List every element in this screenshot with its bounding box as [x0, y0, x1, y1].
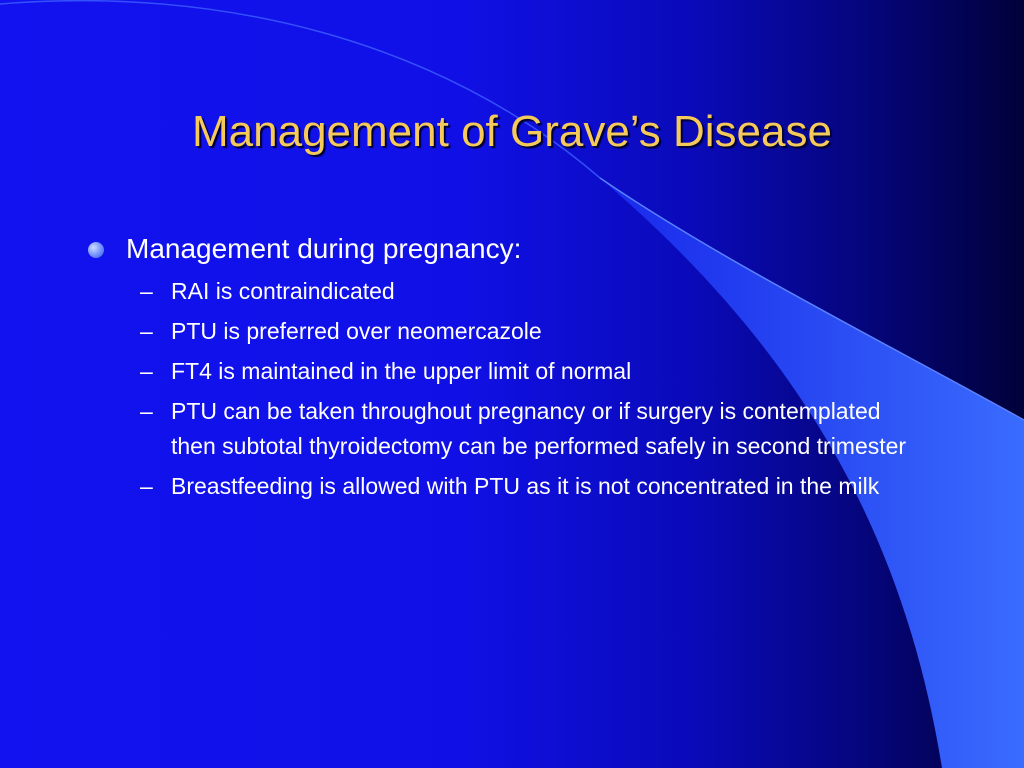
sub-bullet-item: [134, 314, 931, 349]
sub-bullet-text: PTU can be taken throughout pregnancy or if surgery is contemplated then subtotal thyroidectomy can be performed safely in second trimester: [171, 398, 907, 459]
dash-icon: –: [140, 473, 153, 499]
dash-icon: –: [140, 398, 153, 424]
dash-icon: –: [140, 278, 153, 304]
main-bullet: [88, 228, 948, 270]
sub-bullet-item: [134, 354, 931, 389]
sub-bullet-item: [134, 469, 931, 504]
bullet-dot-icon: [88, 242, 104, 258]
slide-title: Management of Grave’s Disease: [192, 107, 832, 156]
sub-bullet-text: Breastfeeding is allowed with PTU as it is not concentrated in the milk: [171, 473, 880, 499]
sub-bullet-item: [134, 274, 931, 309]
main-bullet-text: Management during pregnancy:: [126, 233, 522, 264]
sub-bullet-text: PTU is preferred over neomercazole: [171, 318, 542, 344]
slide-body: [88, 228, 948, 509]
dash-icon: –: [140, 318, 153, 344]
sub-bullet-text: RAI is contraindicated: [171, 278, 395, 304]
sub-bullet-item: [134, 394, 931, 464]
dash-icon: –: [140, 358, 153, 384]
sub-bullet-text: FT4 is maintained in the upper limit of normal: [171, 358, 632, 384]
sub-bullet-list: [88, 274, 948, 504]
